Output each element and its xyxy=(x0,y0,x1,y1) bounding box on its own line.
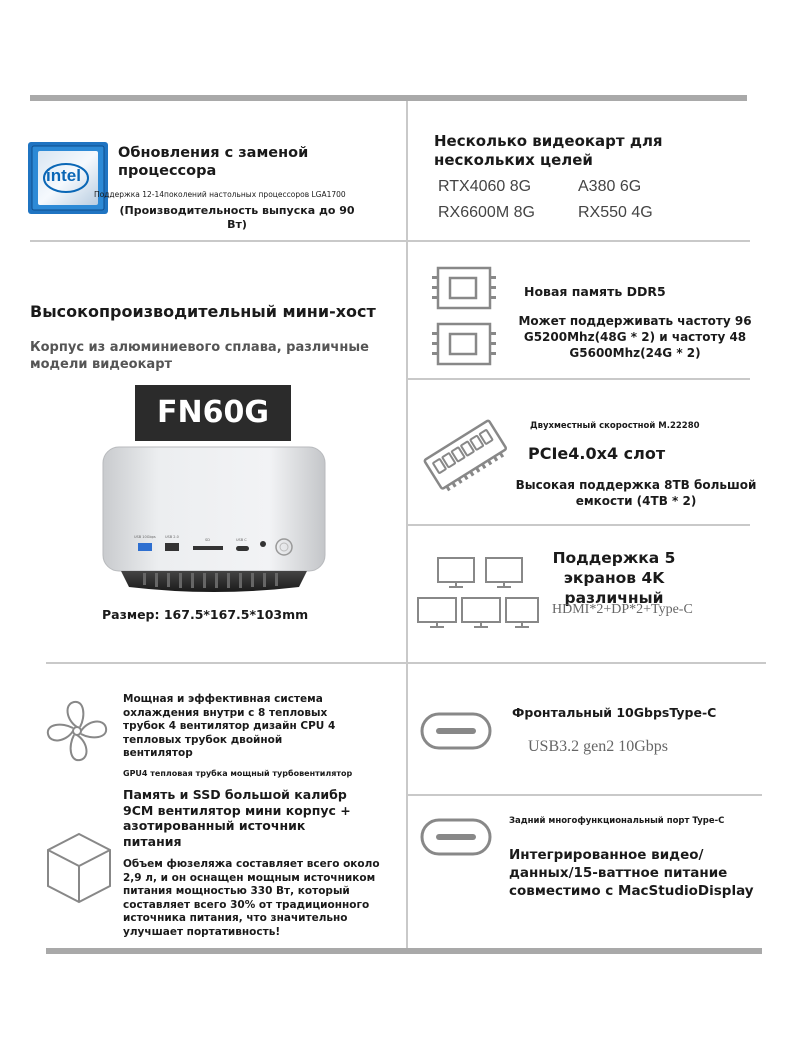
cooling-desc: Мощная и эффективная система охлаждения внутри с 8 тепловых трубок 4 вентилятор дизайн CPU 4 тепловых трубок двойной вентилятор xyxy=(123,693,336,759)
product-subline: Корпус из алюминиевого сплава, различные модели видеокарт xyxy=(30,340,369,372)
gpu-model-2: A380 6G xyxy=(578,178,642,195)
ssd-icon xyxy=(420,408,510,504)
gpu-model-4: RX550 4G xyxy=(578,204,653,221)
divider-right-1 xyxy=(408,240,750,242)
divider-right-3 xyxy=(408,524,750,526)
divider-left-mid xyxy=(30,240,406,242)
mini-pc-image xyxy=(103,447,325,597)
port-label-sd: SD xyxy=(205,538,210,542)
storage-desc: Высокая поддержка 8TB большой емкости (4TB * 2) xyxy=(515,478,757,508)
cpu-support: Поддержка 12-14поколений настольных процессоров LGA1700 xyxy=(94,190,346,199)
top-divider-bar xyxy=(30,95,747,101)
product-headline: Высокопроизводительный мини-хост xyxy=(30,302,376,321)
divider-right-4 xyxy=(408,794,762,796)
product-size: Размер: 167.5*167.5*103mm xyxy=(102,607,309,622)
display-ports: HDMI*2+DP*2+Type-C xyxy=(552,602,693,617)
memory-desc: Может поддерживать частоту 96 G5200Mhz(48G * 2) и частоту 48 G5600Mhz(24G * 2) xyxy=(518,314,752,360)
ram-icon xyxy=(436,266,492,368)
divider-full-mid xyxy=(46,662,766,664)
cooling-fan-desc: Память и SSD большой калибр 9CM вентилятор мини корпус + азотированный источник питания xyxy=(123,787,351,849)
intel-logo-text: intel xyxy=(46,166,81,185)
front-port-title: Фронтальный 10GbpsType-C xyxy=(512,705,717,720)
display-title: Поддержка 5 экранов 4K различный xyxy=(552,549,676,607)
cpu-tdp: (Производительность выпуска до 90 Вт) xyxy=(119,204,355,231)
divider-right-2 xyxy=(408,378,750,380)
cpu-title: Обновления с заменой процессора xyxy=(118,145,309,179)
rear-port-label: Задний многофункциональный порт Type-C xyxy=(509,816,725,826)
gpu-model-1: RTX4060 8G xyxy=(438,178,532,195)
front-port-spec: USB3.2 gen2 10Gbps xyxy=(528,738,669,755)
type-c-port-icon-front xyxy=(420,712,492,750)
port-label-usb2: USB 2.0 xyxy=(165,535,179,539)
vertical-divider-bottom xyxy=(406,664,408,948)
storage-title: PCIe4.0x4 слот xyxy=(528,444,666,463)
gpu-model-3: RX6600M 8G xyxy=(438,204,535,221)
type-c-port-icon-rear xyxy=(420,818,492,856)
memory-title: Новая память DDR5 xyxy=(524,284,666,299)
port-label-usbc: USB C xyxy=(236,538,247,542)
intel-chip-icon xyxy=(28,142,108,214)
gpu-title: Несколько видеокарт для нескольких целей xyxy=(434,132,663,169)
fan-icon xyxy=(44,698,110,764)
port-label-usb10: USB 10Gbps xyxy=(134,535,156,539)
bottom-divider-bar xyxy=(46,948,762,954)
rear-port-desc: Интегрированное видео/данных/15-ваттное питание совместимо с MacStudioDisplay xyxy=(509,847,754,899)
vertical-divider-top xyxy=(406,101,408,662)
model-badge: FN60G xyxy=(135,385,291,441)
power-desc: Объем фюзеляжа составляет всего около 2,9 л, и он оснащен мощным источником питания мощностью 330 Вт, который составляет всего 30% от традиционного источника питания, что значительно улучшает портативность! xyxy=(123,858,380,938)
storage-label: Двухместный скоростной M.22280 xyxy=(530,421,700,431)
cube-icon xyxy=(46,832,112,904)
cooling-gpu-note: GPU4 тепловая трубка мощный турбовентилятор xyxy=(123,769,353,778)
